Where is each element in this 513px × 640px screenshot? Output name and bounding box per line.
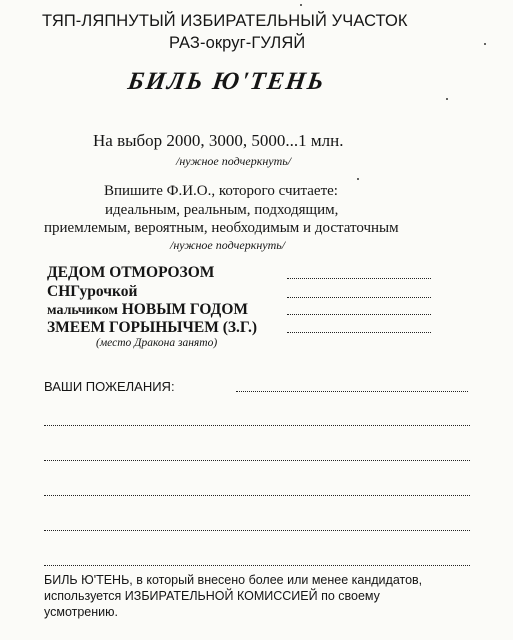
candidate-ded-moroz-blank[interactable] [287,277,431,279]
footer-line-1: БИЛЬ Ю'ТЕНЬ, в который внесено более или менее кандидатов, [44,573,423,587]
wishes-line-3[interactable] [44,494,470,496]
candidate-new-year [47,301,248,319]
candidate-note: (место Дракона занято) [96,337,218,349]
choice-text: На выбор 2000, 3000, 5000...1 млн. [93,131,344,150]
header-precinct: ТЯП-ЛЯПНУТЫЙ ИЗБИРАТЕЛЬНЫЙ УЧАСТОК [42,12,408,30]
wishes-line-2[interactable] [44,459,470,461]
candidate-new-year-prefix: мальчиком [47,303,118,318]
scan-speck [446,98,448,100]
instruction-line-3: приемлемым, вероятным, необходимым и достаточным [44,220,399,236]
instruction-hint: /нужное подчеркнуть/ [170,238,286,252]
candidate-new-year-main: НОВЫМ ГОДОМ [121,301,249,318]
scan-speck [357,178,359,180]
candidate-snegurochka: СНГурочкой [47,283,138,300]
candidate-zmey-gorynych-blank[interactable] [287,331,431,333]
candidate-zmey-gorynych: ЗМЕЕМ ГОРЫНЫЧЕМ (З.Г.) [47,319,258,336]
wishes-line-5[interactable] [44,564,470,566]
scan-speck [300,4,302,6]
wishes-line-4[interactable] [44,529,470,531]
wishes-line-1[interactable] [44,424,470,426]
instruction-line-1: Впишите Ф.И.О., которого считаете: [104,183,338,199]
choice-hint: /нужное подчеркнуть/ [176,154,292,168]
wishes-label: ВАШИ ПОЖЕЛАНИЯ: [44,379,175,394]
candidate-ded-moroz: ДЕДОМ ОТМОРОЗОМ [47,264,215,281]
ballot-title: БИЛЬ Ю'ТЕНЬ [126,68,328,95]
scan-speck [484,43,486,45]
instruction-line-2: идеальным, реальным, подходящим, [105,202,339,218]
wishes-line-0[interactable] [236,390,468,392]
footer-line-3: усмотрению. [44,605,118,619]
candidate-new-year-blank[interactable] [287,313,431,315]
header-district: РАЗ-округ-ГУЛЯЙ [169,34,306,52]
footer-line-2: используется ИЗБИРАТЕЛЬНОЙ КОМИССИЕЙ по своему [44,589,380,603]
candidate-snegurochka-blank[interactable] [287,296,431,298]
